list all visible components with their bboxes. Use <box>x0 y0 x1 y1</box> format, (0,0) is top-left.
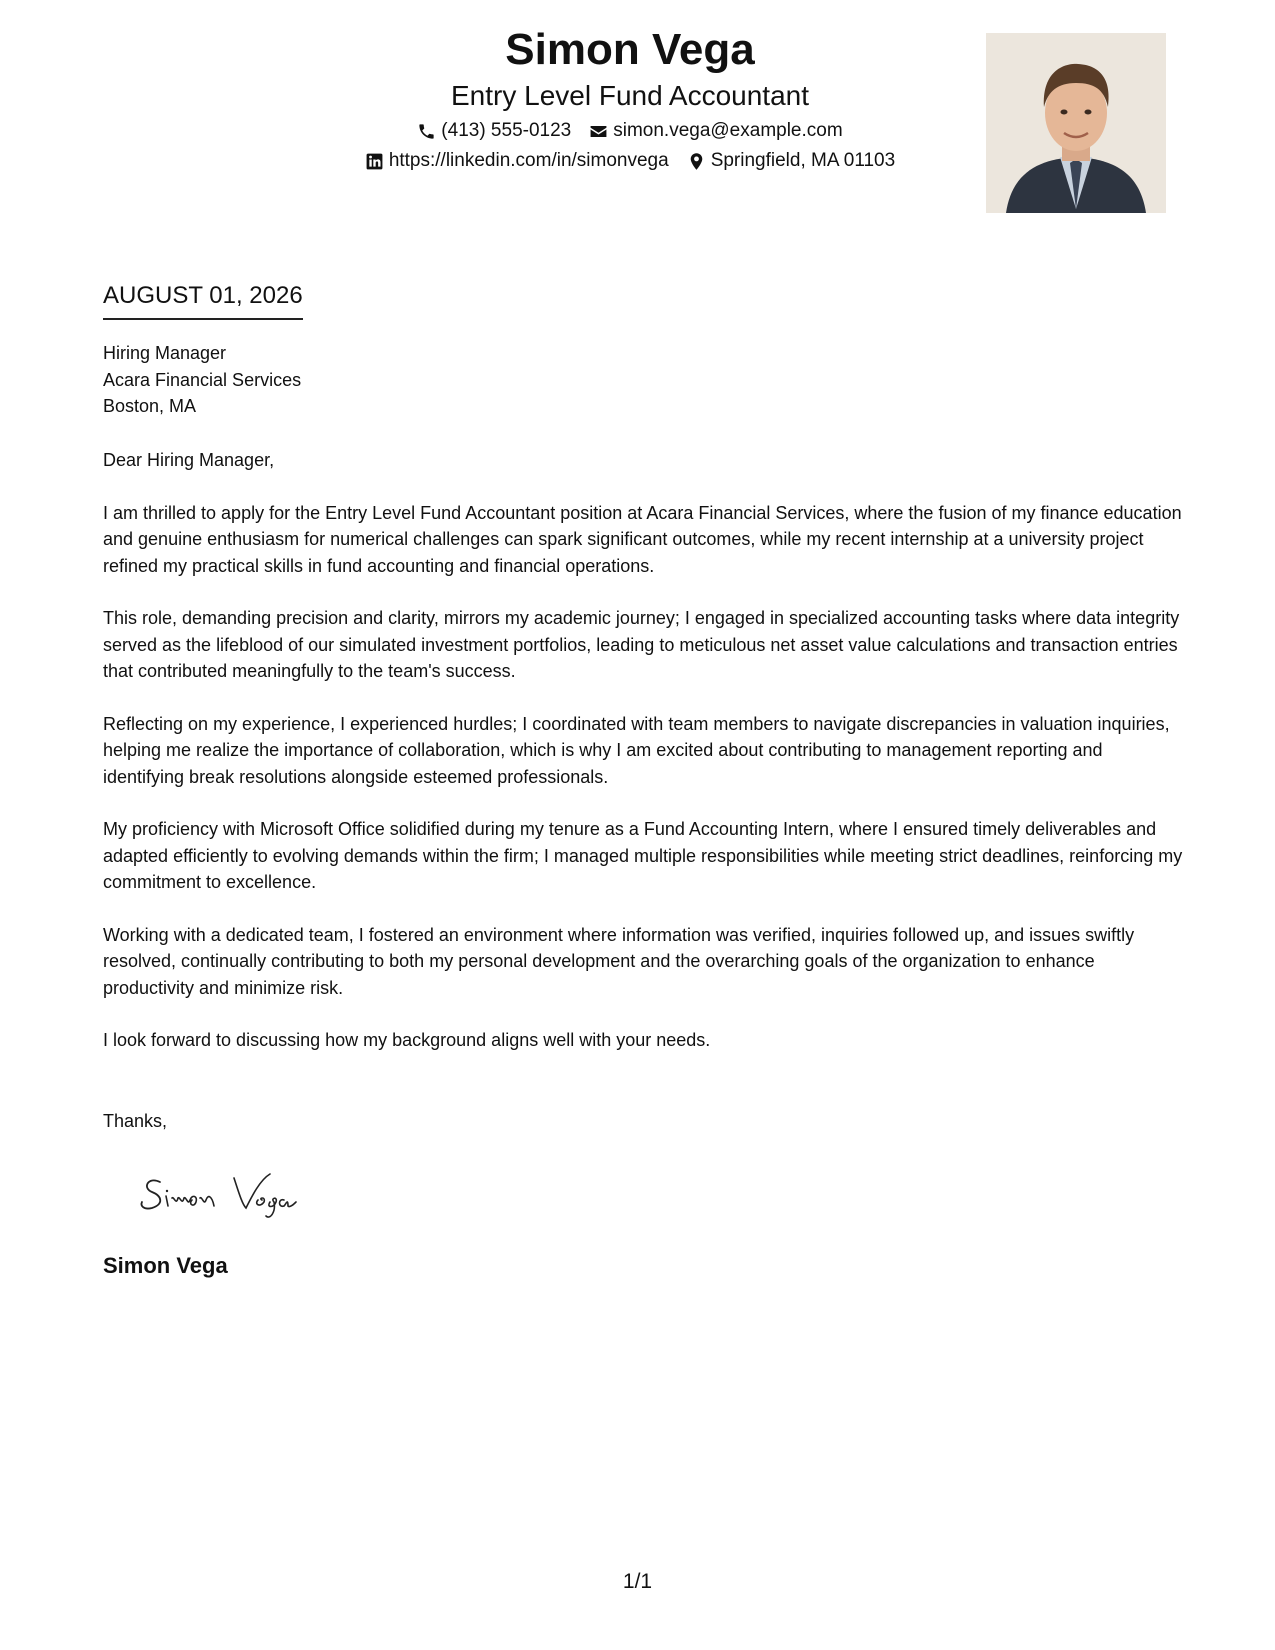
email-contact[interactable] <box>589 118 842 144</box>
profile-photo <box>986 33 1166 213</box>
map-marker-icon <box>687 152 706 171</box>
page-number: 1/1 <box>622 1570 653 1593</box>
body-paragraph: Reflecting on my experience, I experienced hurdles; I coordinated with team members to navigate discrepancies in valuation inquiries, helping me realize the importance of collaboration, which is why I am excited about contributing to management reporting and identifying break resolutions alongside esteemed professionals. <box>103 713 1170 787</box>
body-paragraph: My proficiency with Microsoft Office solidified during my tenure as a Fund Accounting Intern, where I ensured timely deliverables and adapted efficiently to evolving demands within the firm; I managed multiple responsibilities while meeting strict deadlines, reinforcing my commitment to excellence. <box>103 819 1183 892</box>
handwritten-signature <box>138 1160 328 1220</box>
signer-name: Simon Vega <box>103 1253 228 1278</box>
linkedin-text[interactable]: https://linkedin.com/in/simonvega <box>388 150 669 171</box>
location-contact <box>687 148 896 174</box>
closing: Thanks, <box>103 1111 168 1131</box>
letter-date: AUGUST 01, 2026 <box>103 280 303 320</box>
phone-text: (413) 555-0123 <box>441 120 572 141</box>
salutation: Dear Hiring Manager, <box>103 450 275 470</box>
linkedin-icon <box>365 152 384 171</box>
linkedin-contact[interactable] <box>365 148 669 174</box>
phone-contact <box>417 118 571 144</box>
phone-icon <box>417 122 436 141</box>
body-paragraph: This role, demanding precision and clarity, mirrors my academic journey; I engaged in specialized accounting tasks where data integrity served as the lifeblood of our simulated investment portfolios, leading to meticulous net asset value calculations and transaction entries that contributed meaningfully to the team's success. <box>103 608 1180 681</box>
recipient-company: Acara Financial Services <box>103 369 302 390</box>
location-text: Springfield, MA 01103 <box>710 150 896 171</box>
job-title: Entry Level Fund Accountant <box>451 80 809 111</box>
applicant-name: Simon Vega <box>505 25 755 74</box>
body-paragraph: Working with a dedicated team, I fostered an environment where information was verified, inquiries followed up, and issues swiftly resolved, continually contributing to both my personal development and the overarching goals of the organization to enhance productivity and minimize risk. <box>103 924 1135 998</box>
recipient-block <box>103 340 301 420</box>
body-paragraph: I am thrilled to apply for the Entry Level Fund Accountant position at Acara Financial Services, where the fusion of my finance education and genuine enthusiasm for numerical challenges can spark significant outcomes, while my recent internship at a university project refined my practical skills in fund accounting and financial operations. <box>103 502 1182 576</box>
recipient-location: Boston, MA <box>103 396 197 416</box>
email-text[interactable]: simon.vega@example.com <box>613 120 843 141</box>
recipient-title: Hiring Manager <box>103 343 227 363</box>
envelope-icon <box>589 122 608 141</box>
body-paragraph: I look forward to discussing how my background aligns well with your needs. <box>103 1030 711 1050</box>
letter-body <box>103 447 1183 1080</box>
